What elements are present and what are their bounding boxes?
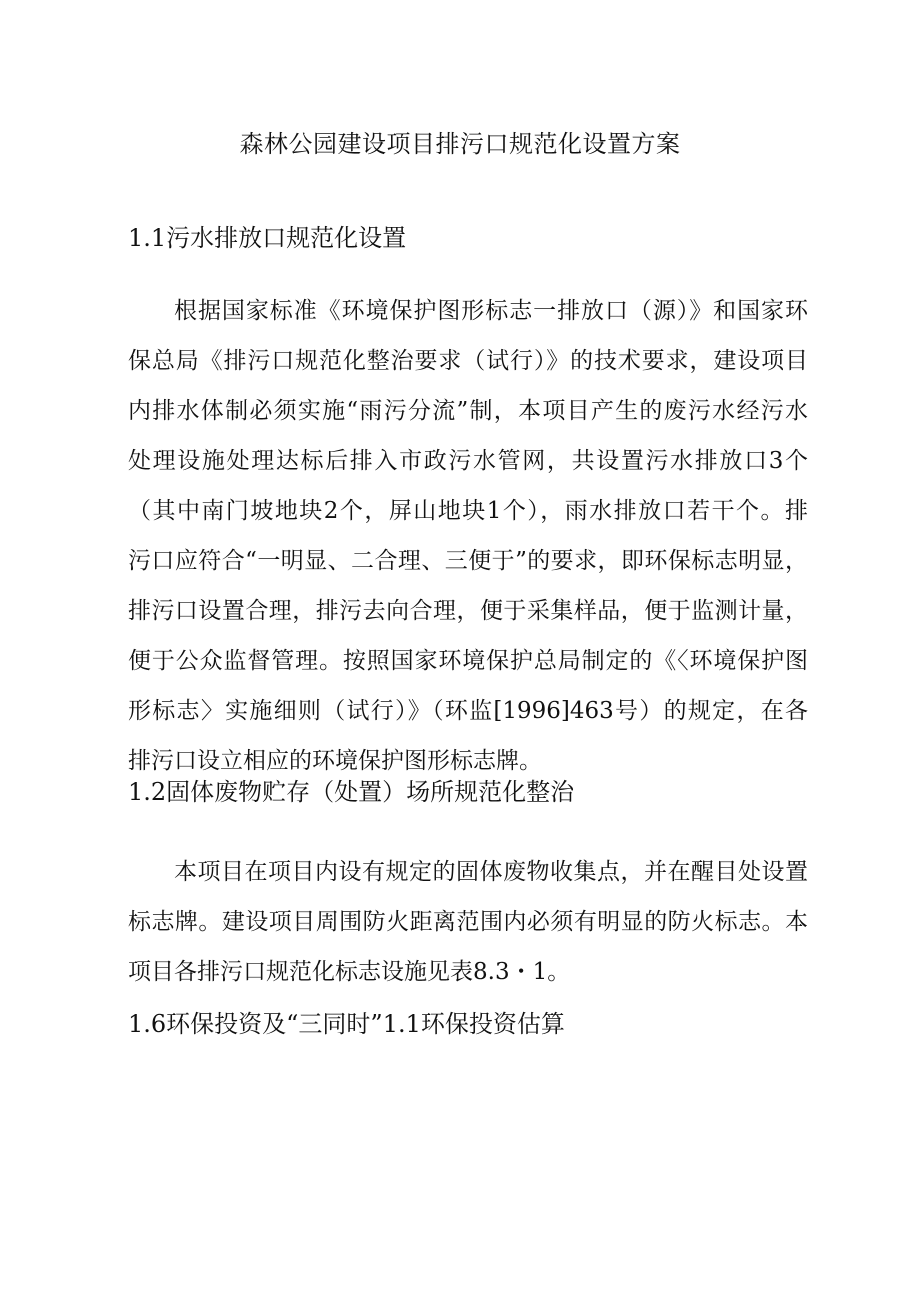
- paragraph-line: 保总局《排污口规范化整治要求（试行）》的技术要求，建设项目: [128, 348, 808, 374]
- section-heading-1-2: 1.2固体废物贮存（处置）场所规范化整治: [128, 778, 575, 806]
- paragraph-line: 便于公众监督管理。按照国家环境保护总局制定的《〈环境保护图: [128, 648, 808, 674]
- paragraph-line: 排污口设置合理，排污去向合理，便于采集样品，便于监测计量，: [128, 598, 808, 624]
- paragraph-line: 污口应符合“一明显、二合理、三便于”的要求，即环保标志明显，: [128, 548, 808, 574]
- section-paragraph-1-2: [128, 847, 808, 997]
- paragraph-line: 内排水体制必须实施“雨污分流”制，本项目产生的废污水经污水: [128, 398, 808, 424]
- paragraph-line: 排污口设立相应的环境保护图形标志牌。: [128, 748, 542, 774]
- paragraph-line: （其中南门坡地块2个，屏山地块1个），雨水排放口若干个。排: [128, 498, 808, 524]
- paragraph-line: 形标志〉实施细则（试行）》（环监[1996]463号）的规定，在各: [128, 698, 808, 724]
- paragraph-line: 项目各排污口规范化标志设施见表8.3・1。: [128, 959, 571, 985]
- section-paragraph-1-1: [128, 286, 808, 786]
- paragraph-line: 标志牌。建设项目周围防火距离范围内必须有明显的防火标志。本: [128, 909, 808, 935]
- paragraph-line: 本项目在项目内设有规定的固体废物收集点，并在醒目处设置: [174, 859, 808, 885]
- paragraph-line: 处理设施处理达标后排入市政污水管网，共设置污水排放口3个: [128, 448, 808, 474]
- section-heading-1-6: 1.6环保投资及“三同时”1.1环保投资估算: [128, 1010, 565, 1038]
- paragraph-line: 根据国家标准《环境保护图形标志一排放口（源）》和国家环: [174, 298, 808, 324]
- document-title: 森林公园建设项目排污口规范化设置方案: [239, 130, 681, 158]
- section-heading-1-1: 1.1污水排放口规范化设置: [128, 224, 407, 252]
